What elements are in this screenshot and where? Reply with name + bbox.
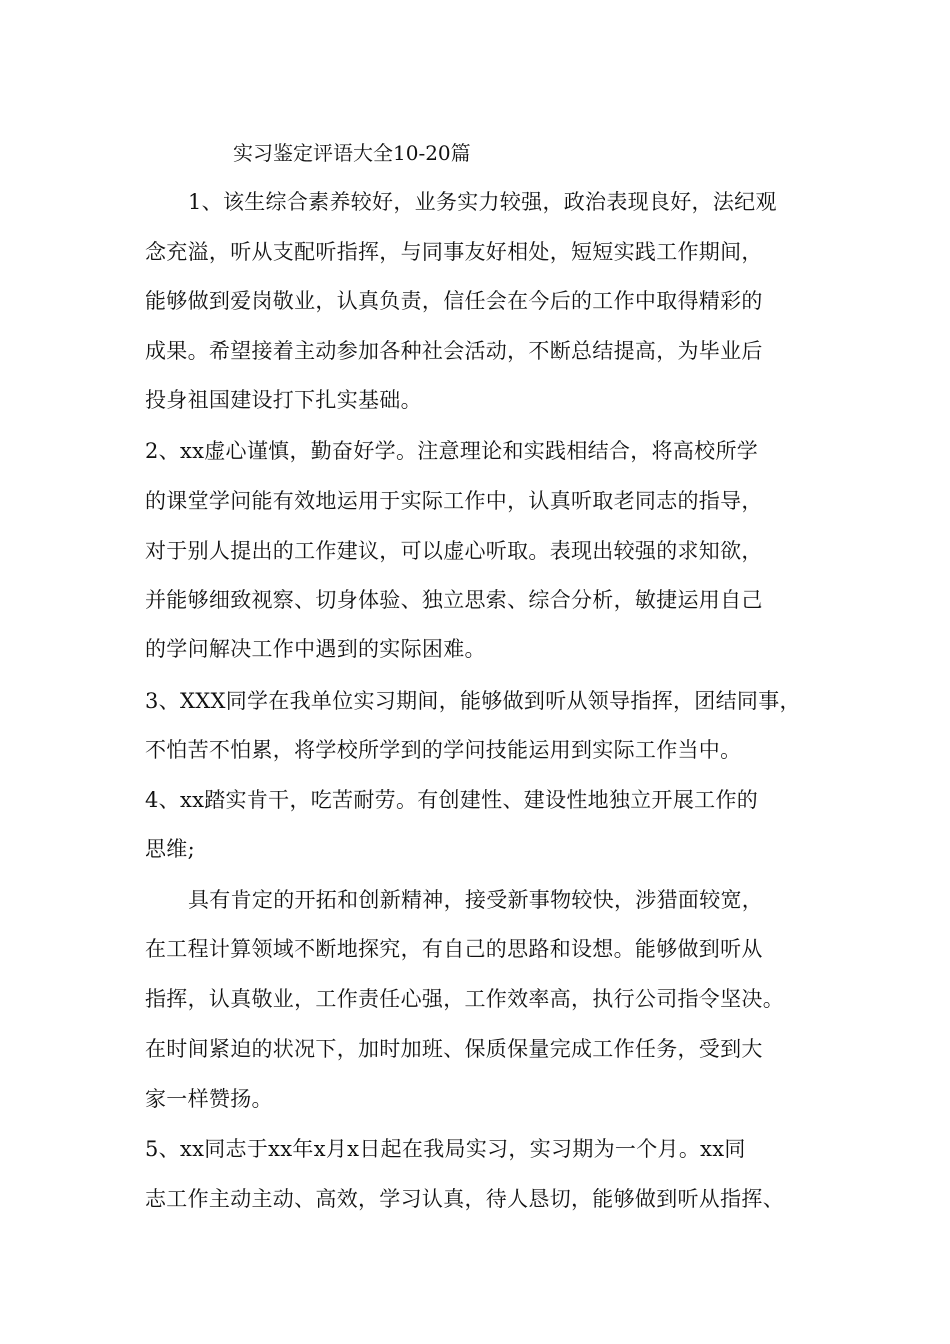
- text-line: 的课堂学问能有效地运用于实际工作中，认真听取老同志的指导，: [145, 489, 763, 513]
- text-line: 思维;: [145, 837, 195, 861]
- text-line: 3、XXX同学在我单位实习期间，能够做到听从领导指挥，团结同事，: [145, 689, 801, 713]
- text-line: 志工作主动主动、高效，学习认真，待人恳切，能够做到听从指挥、: [145, 1187, 784, 1211]
- document-title: 实习鉴定评语大全10-20篇: [233, 141, 471, 165]
- text-line: 指挥，认真敬业，工作责任心强，工作效率高，执行公司指令坚决。: [145, 987, 784, 1011]
- text-line: 5、xx同志于xx年x月x日起在我局实习，实习期为一个月。xx同: [145, 1137, 746, 1161]
- text-line: 1、该生综合素养较好，业务实力较强，政治表现良好，法纪观: [188, 190, 777, 214]
- text-line: 对于别人提出的工作建议，可以虚心听取。表现出较强的求知欲，: [145, 539, 763, 563]
- text-line: 在工程计算领域不断地探究，有自己的思路和设想。能够做到听从: [145, 937, 763, 961]
- text-line: 能够做到爱岗敬业，认真负责，信任会在今后的工作中取得精彩的: [145, 289, 763, 313]
- text-line: 的学问解决工作中遇到的实际困难。: [145, 637, 486, 661]
- text-line: 家一样赞扬。: [145, 1087, 273, 1111]
- text-line: 2、xx虚心谨慎，勤奋好学。注意理论和实践相结合，将高校所学: [145, 439, 759, 463]
- text-line: 投身祖国建设打下扎实基础。: [145, 388, 422, 412]
- text-line: 4、xx踏实肯干，吃苦耐劳。有创建性、建设性地独立开展工作的: [145, 788, 759, 812]
- text-line: 成果。希望接着主动参加各种社会活动，不断总结提高，为毕业后: [145, 339, 763, 363]
- text-line: 在时间紧迫的状况下，加时加班、保质保量完成工作任务，受到大: [145, 1037, 763, 1061]
- text-line: 念充溢，听从支配听指挥，与同事友好相处，短短实践工作期间，: [145, 240, 763, 264]
- text-line: 具有肯定的开拓和创新精神，接受新事物较快，涉猎面较宽，: [188, 888, 764, 912]
- text-line: 并能够细致视察、切身体验、独立思索、综合分析，敏捷运用自己: [145, 588, 763, 612]
- text-line: 不怕苦不怕累，将学校所学到的学问技能运用到实际工作当中。: [145, 738, 742, 762]
